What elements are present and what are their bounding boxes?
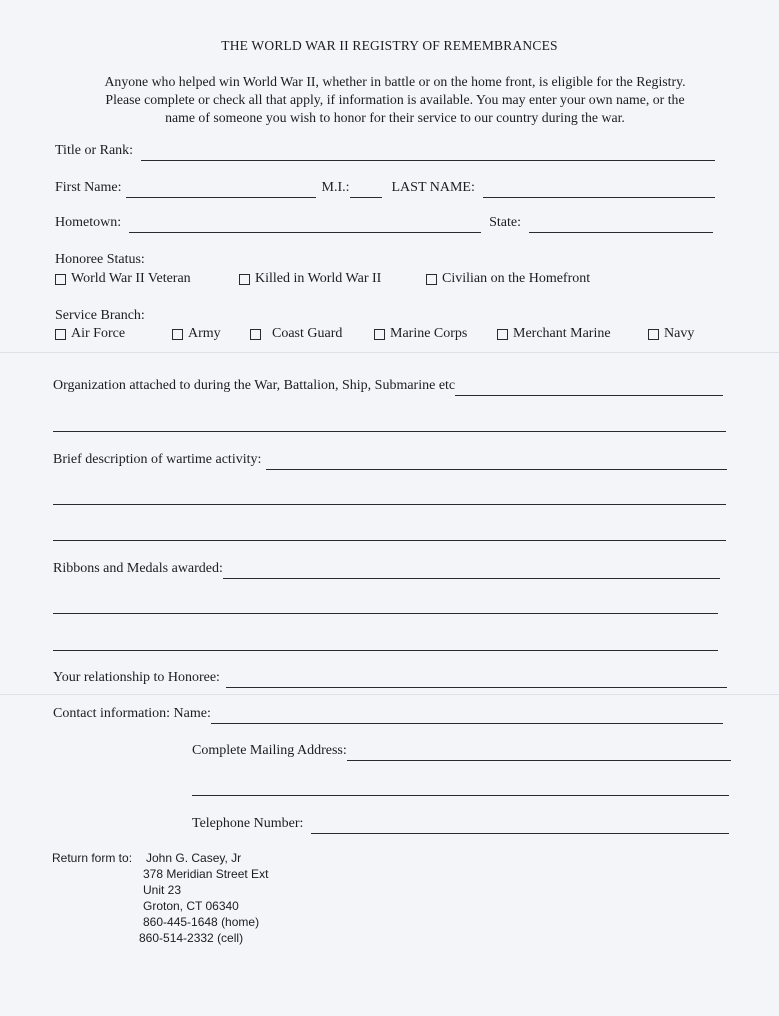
checkbox-icon	[648, 329, 659, 340]
option-label: Marine Corps	[390, 326, 468, 341]
return-address-phone-cell: 860-514-2332 (cell)	[139, 931, 244, 945]
checkbox-coast-guard[interactable]	[250, 326, 342, 342]
first-name-label: First Name:	[55, 180, 122, 195]
checkbox-icon	[426, 274, 437, 285]
paper-fold-line	[0, 352, 779, 353]
wartime-activity-label: Brief description of wartime activity:	[53, 452, 262, 467]
state-label: State:	[489, 215, 521, 230]
first-name-field[interactable]	[126, 181, 316, 198]
ribbons-field-line-2[interactable]	[53, 612, 718, 614]
last-name-field[interactable]	[483, 181, 715, 198]
mi-field[interactable]	[350, 181, 382, 198]
option-label: Air Force	[71, 326, 126, 341]
service-branch-label: Service Branch:	[55, 308, 145, 323]
relationship-row	[53, 670, 727, 688]
mi-label: M.I.:	[321, 180, 350, 195]
intro-line-3: name of someone you wish to honor for their service to our country during the war.	[165, 110, 625, 125]
state-field[interactable]	[529, 216, 713, 233]
hometown-field[interactable]	[129, 216, 481, 233]
option-label: Killed in World War II	[255, 271, 382, 286]
option-label: Civilian on the Homefront	[442, 271, 591, 286]
last-name-label: LAST NAME:	[391, 180, 475, 195]
checkbox-air-force[interactable]	[55, 326, 125, 342]
intro-paragraph	[50, 73, 740, 127]
mailing-address-field-line-2[interactable]	[192, 794, 729, 796]
checkbox-icon	[55, 274, 66, 285]
form-title: THE WORLD WAR II REGISTRY OF REMEMBRANCES	[221, 38, 558, 53]
organization-label: Organization attached to during the War, Battalion, Ship, Submarine etc	[53, 378, 456, 393]
checkbox-ww2-veteran[interactable]	[55, 271, 191, 287]
organization-row	[53, 378, 723, 396]
title-rank-row	[55, 143, 715, 161]
title-rank-label: Title or Rank:	[55, 143, 134, 158]
ribbons-label: Ribbons and Medals awarded:	[53, 561, 223, 576]
return-address-name: John G. Casey, Jr	[146, 851, 242, 865]
checkbox-army[interactable]	[172, 326, 221, 342]
intro-line-1: Anyone who helped win World War II, whether in battle or on the home front, is eligible for the Registry.	[104, 74, 686, 89]
return-address-phone-home: 860-445-1648 (home)	[143, 915, 260, 929]
option-label: Merchant Marine	[513, 326, 611, 341]
organization-field[interactable]	[455, 379, 723, 396]
checkbox-civilian-homefront[interactable]	[426, 271, 590, 287]
mailing-address-row	[192, 743, 731, 761]
organization-field-line-2[interactable]	[53, 430, 726, 432]
checkbox-icon	[497, 329, 508, 340]
name-row	[55, 180, 715, 198]
option-label: Navy	[664, 326, 695, 341]
intro-line-2: Please complete or check all that apply, if information is available. You may enter your own name, or the	[105, 92, 685, 107]
return-address-unit: Unit 23	[143, 883, 182, 897]
telephone-label: Telephone Number:	[192, 816, 304, 831]
option-label: Coast Guard	[272, 326, 343, 341]
title-rank-field[interactable]	[141, 144, 715, 161]
wartime-activity-field-line-3[interactable]	[53, 539, 726, 541]
wartime-activity-row	[53, 452, 727, 470]
return-address-city: Groton, CT 06340	[143, 899, 239, 913]
hometown-label: Hometown:	[55, 215, 122, 230]
paper-fold-line	[0, 694, 779, 695]
contact-name-field[interactable]	[211, 707, 723, 724]
honoree-status-options	[55, 271, 735, 289]
return-form-label: Return form to:	[52, 851, 133, 865]
checkbox-icon	[55, 329, 66, 340]
checkbox-navy[interactable]	[648, 326, 694, 342]
honoree-status-label: Honoree Status:	[55, 252, 145, 267]
checkbox-marine-corps[interactable]	[374, 326, 467, 342]
contact-name-row	[53, 706, 723, 724]
relationship-field[interactable]	[226, 671, 727, 688]
relationship-label: Your relationship to Honoree:	[53, 670, 220, 685]
checkbox-icon	[250, 329, 261, 340]
contact-name-label: Contact information: Name:	[53, 706, 211, 721]
checkbox-icon	[374, 329, 385, 340]
mailing-address-label: Complete Mailing Address:	[192, 743, 347, 758]
mailing-address-field[interactable]	[347, 744, 731, 761]
wartime-activity-field[interactable]	[266, 453, 727, 470]
checkbox-icon	[172, 329, 183, 340]
option-label: Army	[188, 326, 221, 341]
ribbons-field-line-3[interactable]	[53, 649, 718, 651]
option-label: World War II Veteran	[71, 271, 191, 286]
checkbox-merchant-marine[interactable]	[497, 326, 611, 342]
telephone-field[interactable]	[311, 817, 729, 834]
wartime-activity-field-line-2[interactable]	[53, 503, 726, 505]
checkbox-killed-in-ww2[interactable]	[239, 271, 381, 287]
hometown-row	[55, 215, 713, 233]
ribbons-row	[53, 561, 720, 579]
return-address-street: 378 Meridian Street Ext	[143, 867, 269, 881]
checkbox-icon	[239, 274, 250, 285]
ribbons-field[interactable]	[223, 562, 720, 579]
telephone-row	[192, 816, 729, 834]
service-branch-options	[55, 326, 745, 344]
